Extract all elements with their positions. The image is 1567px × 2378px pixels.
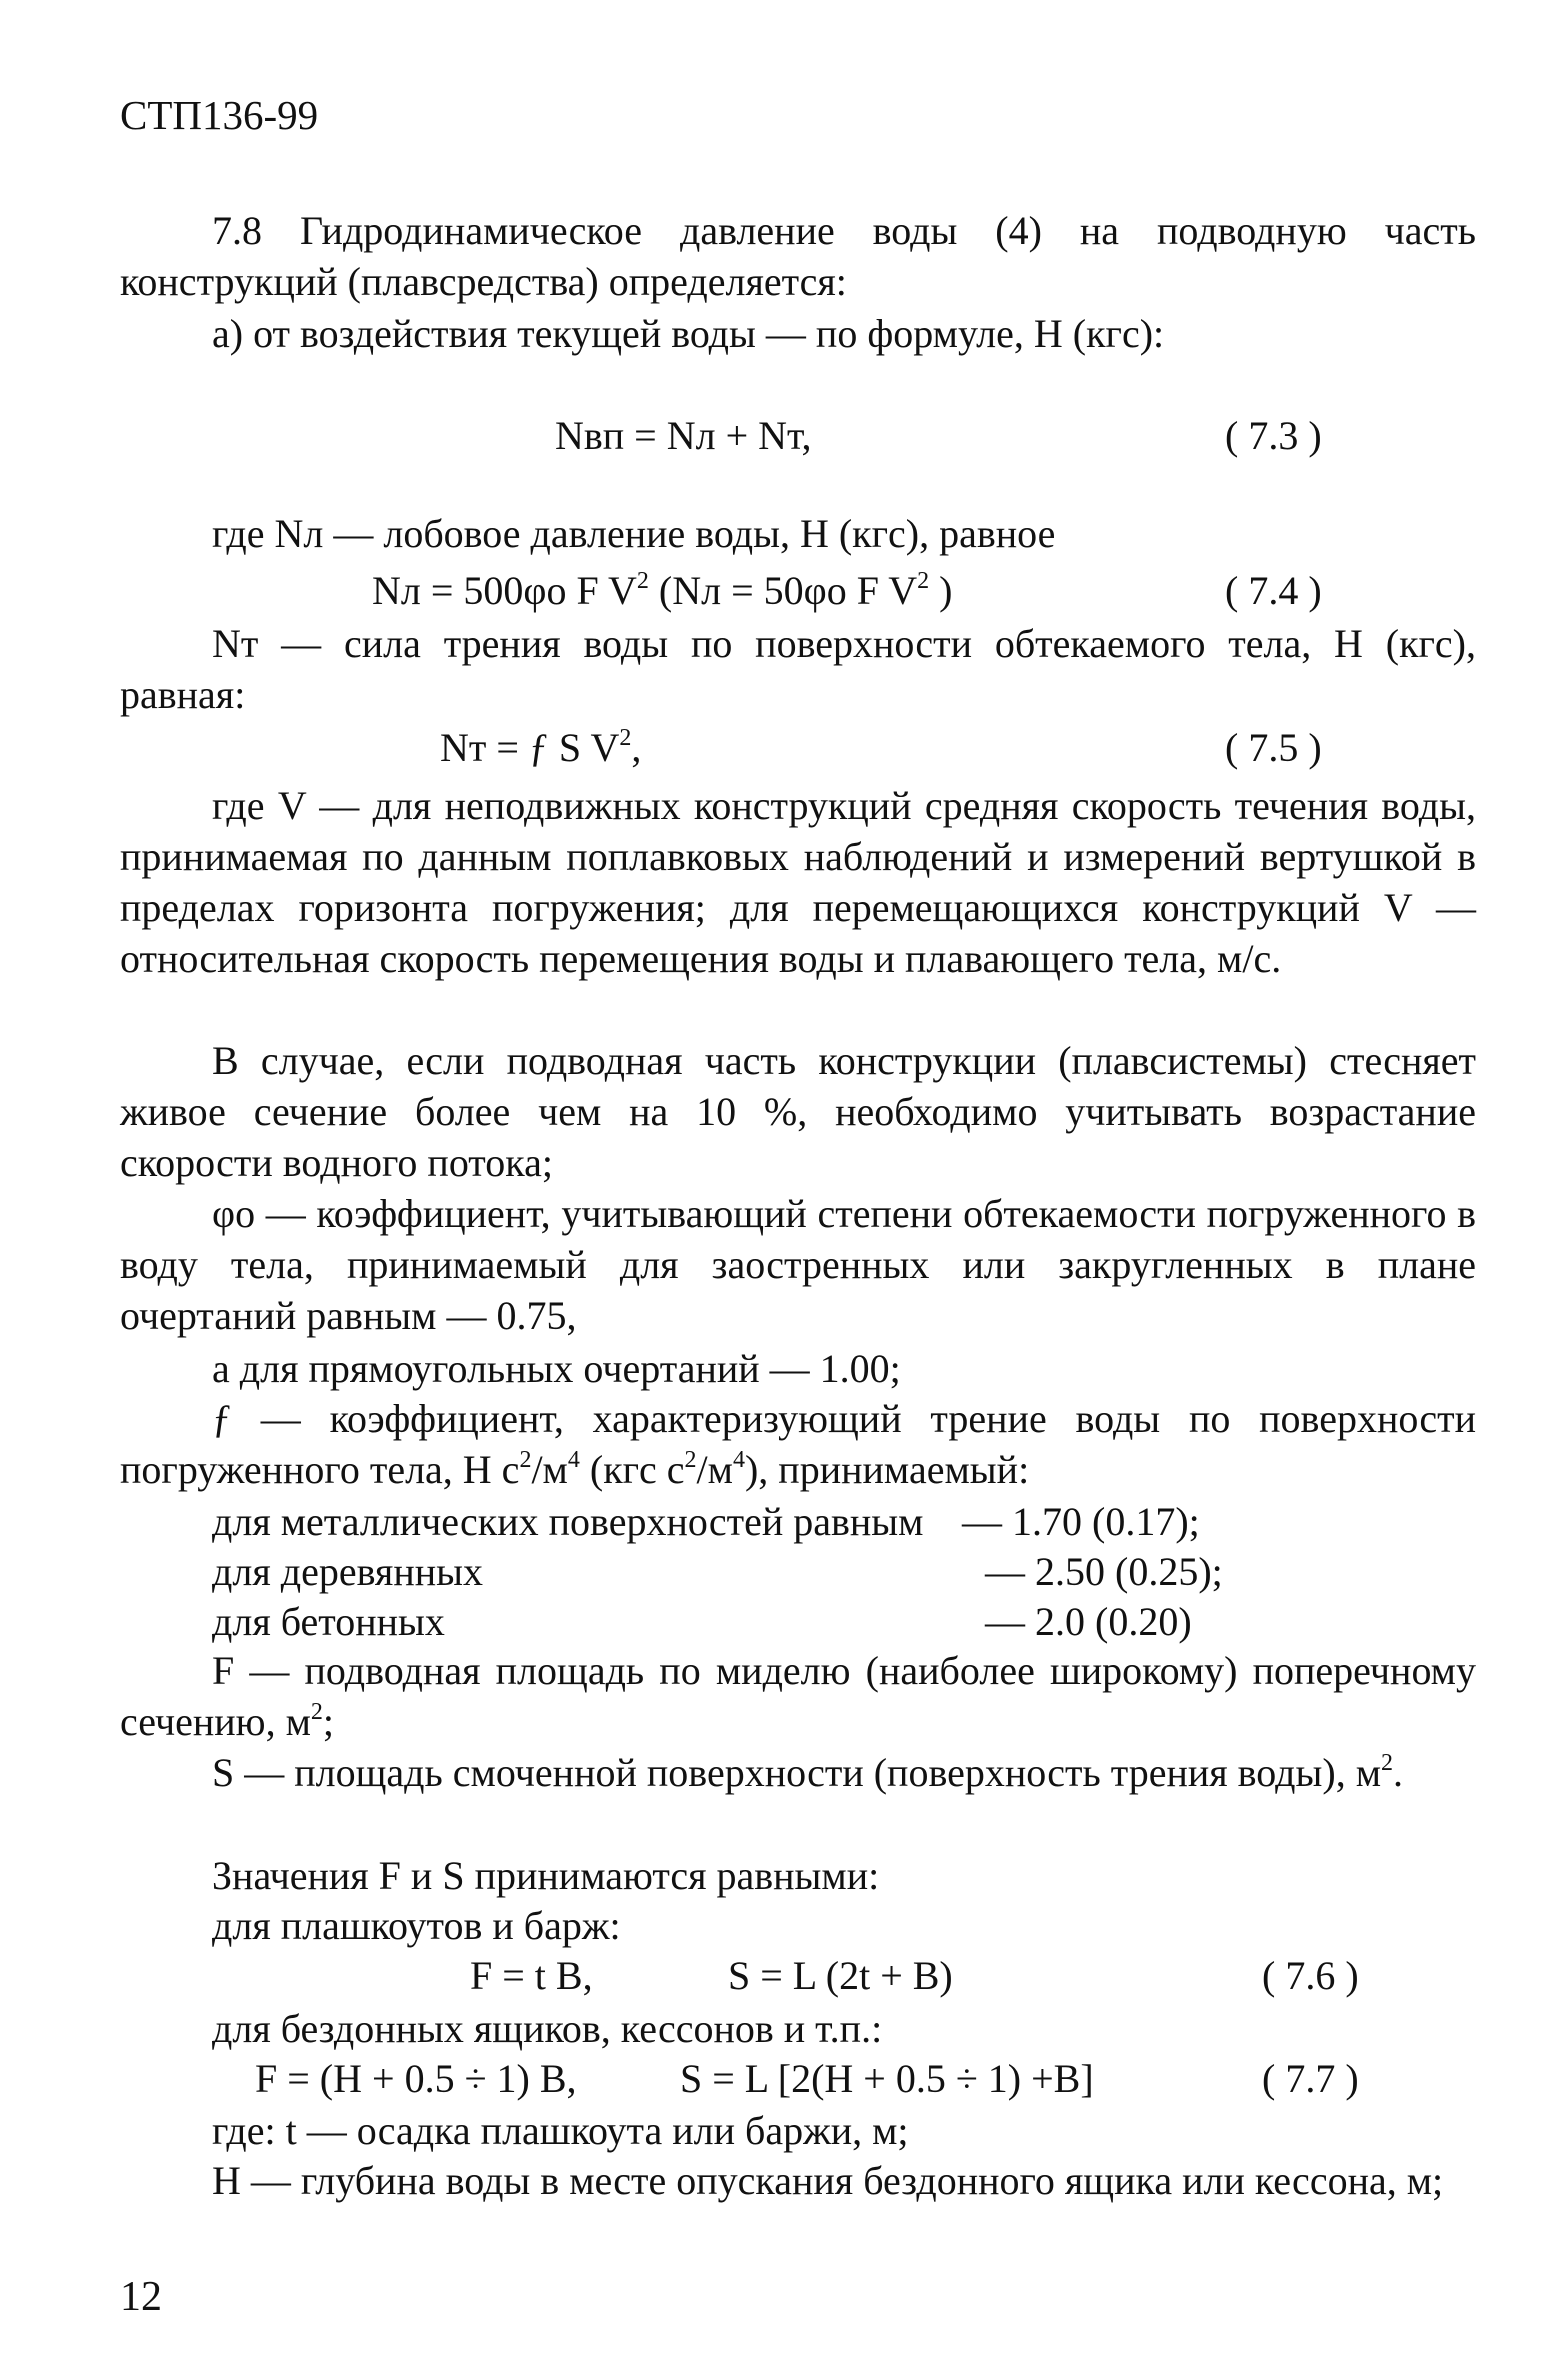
paragraph-7-8: 7.8 Гидродинамическое давление воды (4) на подводную часть конструкций (плавсредства) определяется: <box>120 208 1476 304</box>
item-a: а) от воздействия текущей воды — по формуле, Н (кгс): <box>212 311 1165 356</box>
phi-description: φо — коэффициент, учитывающий степени обтекаемости погруженного в воду тела, принимаемый для заостренных или закругленных в плане очертаний равным — 0.75, <box>120 1191 1476 1338</box>
case-paragraph: В случае, если подводная часть конструкции (плавсистемы) стесняет живое сечение более чем на 10 %, необходимо учитывать возрастание скорости водного потока; <box>120 1038 1476 1185</box>
f-description: ƒ — коэффициент, характеризующий трение воды по поверхности погруженного тела, Н $с^2/м^4$ (кгс $с^2/м^4$), принимаемый: <box>120 1396 1476 1492</box>
equation-7-4-number: ( 7.4 ) <box>1225 568 1322 613</box>
document-code: СТП136-99 <box>120 92 319 138</box>
equation-7-5: Nт = ƒ S $V^2$, <box>440 724 642 770</box>
equation-7-7-f: F = (H + 0.5 ÷ 1) B, <box>255 2056 577 2101</box>
coefficient-row-concrete-value: — 2.0 (0.20) <box>985 1599 1192 1644</box>
equation-7-4: Nл = 500φо F $V^2$ (Nл = 50φо F $V^2$ ) <box>372 567 953 613</box>
equation-7-7-number: ( 7.7 ) <box>1262 2056 1359 2101</box>
for-barges: для плашкоутов и барж: <box>212 1903 621 1948</box>
S-description: S — площадь смоченной поверхности (поверхность трения воды), $м^2$. <box>212 1749 1404 1795</box>
for-boxes: для бездонных ящиков, кессонов и т.п.: <box>212 2006 883 2051</box>
coefficient-row-wood-value: — 2.50 (0.25); <box>985 1549 1223 1594</box>
equation-7-7-s: S = L [2(H + 0.5 ÷ 1) +B] <box>680 2056 1094 2101</box>
where-t: где: t — осадка плашкоута или баржи, м; <box>212 2108 909 2153</box>
equation-7-6-f: F = t B, <box>470 1953 593 1998</box>
equation-7-5-number: ( 7.5 ) <box>1225 725 1322 770</box>
equation-7-3-number: ( 7.3 ) <box>1225 413 1322 458</box>
page-number: 12 <box>120 2274 162 2320</box>
coefficient-row-wood-label: для деревянных <box>212 1549 484 1594</box>
values-equal: Значения F и S принимаются равными: <box>212 1853 880 1898</box>
F-description: F — подводная площадь по миделю (наиболее широкому) поперечному сечению, $м^2$; <box>120 1648 1476 1744</box>
where-v: где V — для неподвижных конструкций средняя скорость течения воды, принимаемая по данным поплавковых наблюдений и измерений вертушкой в пределах горизонта погружения; для перемещающихся конструкций V — относительная скорость перемещения воды и плавающего тела, м/с. <box>120 783 1476 981</box>
phi-rectangular: а для прямоугольных очертаний — 1.00; <box>212 1346 901 1391</box>
where-nl: где Nл — лобовое давление воды, Н (кгс), равное <box>212 511 1056 556</box>
coefficient-row-metal-label: для металлических поверхностей равным <box>212 1499 924 1544</box>
equation-7-6-number: ( 7.6 ) <box>1262 1953 1359 1998</box>
coefficient-row-metal-value: — 1.70 (0.17); <box>962 1499 1200 1544</box>
equation-7-6-s: S = L (2t + B) <box>728 1953 953 1998</box>
where-h: H — глубина воды в месте опускания бездонного ящика или кессона, м; <box>212 2158 1444 2203</box>
coefficient-row-concrete-label: для бетонных <box>212 1599 445 1644</box>
equation-7-3: Nвп = Nл + Nт, <box>555 413 812 458</box>
nt-description: Nт — сила трения воды по поверхности обтекаемого тела, Н (кгс), равная: <box>120 621 1476 717</box>
